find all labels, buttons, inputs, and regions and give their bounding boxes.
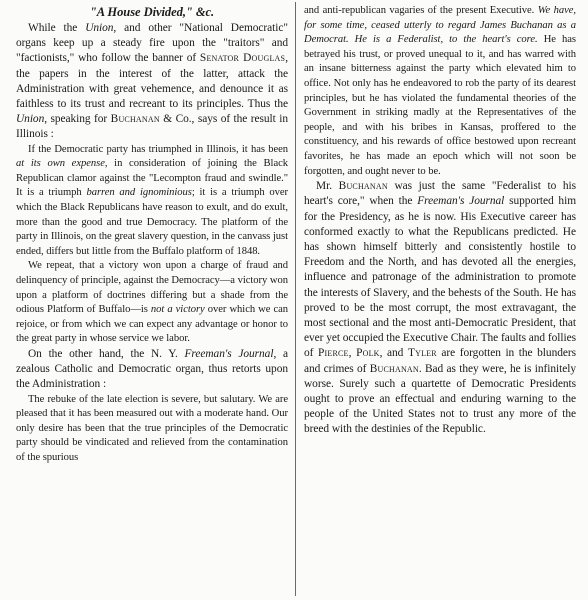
p6-freemans-journal: Freeman's Journal (417, 195, 505, 208)
p2-text-e: ; it is a triumph over which the Black Republicans have reason to exult, and do exult, more than the good and true Democracy. The platform of the party in Illinois, on the great slavery question, in the canvass just ended, differs but little from the Buffalo platform of 1848. (16, 187, 289, 257)
p5c-text-a: and anti-republican vagaries of the present Executive. (304, 5, 538, 16)
p6-text-a: Mr. (316, 180, 339, 193)
p5c-emphasis-federalist: We have, for some time, ceased utterly to regard James Buchanan as a Democrat. He is a Federalist, to the heart's core. (304, 5, 576, 46)
union-quote-paragraph-2 (16, 259, 288, 347)
p1-text-c: , and other "National Democratic" organs keep up a steady fire upon the "traitors" and "factionists," who follow the banner of (16, 22, 288, 65)
p1-buchanan-name: Buchanan (110, 113, 160, 126)
p1-text-a: While the (28, 22, 86, 34)
article-headline: "A House Divided," &c. (89, 5, 215, 19)
p1-text-g: , speaking for (44, 113, 111, 126)
right-column (304, 4, 576, 438)
p1-union-name: Union (85, 22, 114, 34)
p6-tyler-name: Tyler (407, 347, 437, 360)
column-divider (295, 2, 296, 596)
p6-text-g: , (348, 347, 357, 360)
p2-text-c: , in consideration of joining the Black Republican clamor against the "Lecompton fraud and swindle." It is a triumph (16, 158, 288, 199)
p1-union-name-2: Union (16, 113, 45, 126)
p1-text-i: & Co., says of the result in Illinois : (16, 113, 288, 141)
paragraph-intro (16, 21, 288, 143)
p2-emphasis-expense: at its own expense (16, 158, 105, 170)
p4-text-c: , a zealous Catholic and Democratic organ, thus retorts upon the Administration : (16, 347, 288, 391)
p6-text-i: , and (379, 347, 408, 360)
p6-text-k: are forgotten in the blunders and crimes of (304, 347, 576, 375)
p6-text-m: . Bad as they were, he is infinitely worse. Surely such a quartette of Democratic Presidents ought to prove an effectual and enduring warning to the people of the United States not to trust any more of the breed with the destinies of the Republic. (304, 362, 577, 436)
union-quote-paragraph-1 (16, 143, 288, 260)
p6-text-e: supported him for the Presidency, as he is now. His Executive career has conformed exactly to what the Republicans predicted. He has shown himself bitterly and consistently hostile to Freedom and the North, and has devoted all the energies, influence and patronage of the administration to promote the interests of Slavery, and the behests of the South. He has proved to be the most corrupt, the most extravagant, the most sectional and the most anti-Democratic President, that ever yet occupied the Executive Chair. The faults and follies of (304, 195, 576, 360)
freemans-quote-continued (304, 4, 576, 179)
p2-emphasis-barren: barren and ignominious (86, 187, 192, 199)
p3-text-a: We repeat, that a victory won upon a charge of fraud and delinquency of principle, against the Democracy—a victory won upon a platform of doctrines differing but a shade from the odious Platform of Buffalo—is (16, 260, 288, 316)
p6-pierce-name: Pierce (318, 347, 349, 360)
p6-buchanan-name: Buchanan (338, 180, 388, 193)
p3-text-c: over which we can rejoice, or from which we can expect any advantage or honor to the great party in whose service we labor. (16, 304, 288, 345)
freemans-quote-paragraph: The rebuke of the late election is severe, but salutary. We are pleased that it has been measured out with a moderate hand. Our only desire has been that the true principles of the Democratic party should be vindicated and relieved from the contamination of the spurious (16, 393, 288, 463)
p2-text-a: If the Democratic party has triumphed in Illinois, it has been (28, 143, 288, 155)
left-column (16, 4, 288, 466)
paragraph-closing (304, 179, 576, 437)
paragraph-freemans-intro (16, 347, 288, 393)
p1-douglas-name: Senator Douglas (199, 52, 286, 65)
p5c-text-c: He has betrayed his trust, or proved unequal to it, and has warred with an insane bitterness against the party which elevated him to office. Not only has he endeavored to rob the party of its dearest principles, but he has violated the fundamental theories of the Government in striking madly at the Representatives of the people, and with his bribes in Kansas, proffered to the constituency, and his rewards of office bestowed upon recreant favorites, he has made an epoch which will not soon be forgotten, and ought never to be. (304, 34, 577, 177)
p6-buchanan-name-2: Buchanan (369, 362, 419, 375)
p1-text-e: , the papers in the interest of the latter, attack the Administration with great vehemence, and denounce it as faithless to its trust and recreant to its principles. Thus the (16, 52, 288, 111)
p6-text-c: was just the same "Federalist to his heart's core," when the (304, 180, 577, 208)
p3-emphasis-not-victory: not a victory (150, 304, 205, 316)
p6-polk-name: Polk (356, 347, 380, 360)
p4-text-a: On the other hand, the N. Y. (28, 347, 185, 360)
p4-freemans-journal: Freeman's Journal (184, 347, 274, 360)
